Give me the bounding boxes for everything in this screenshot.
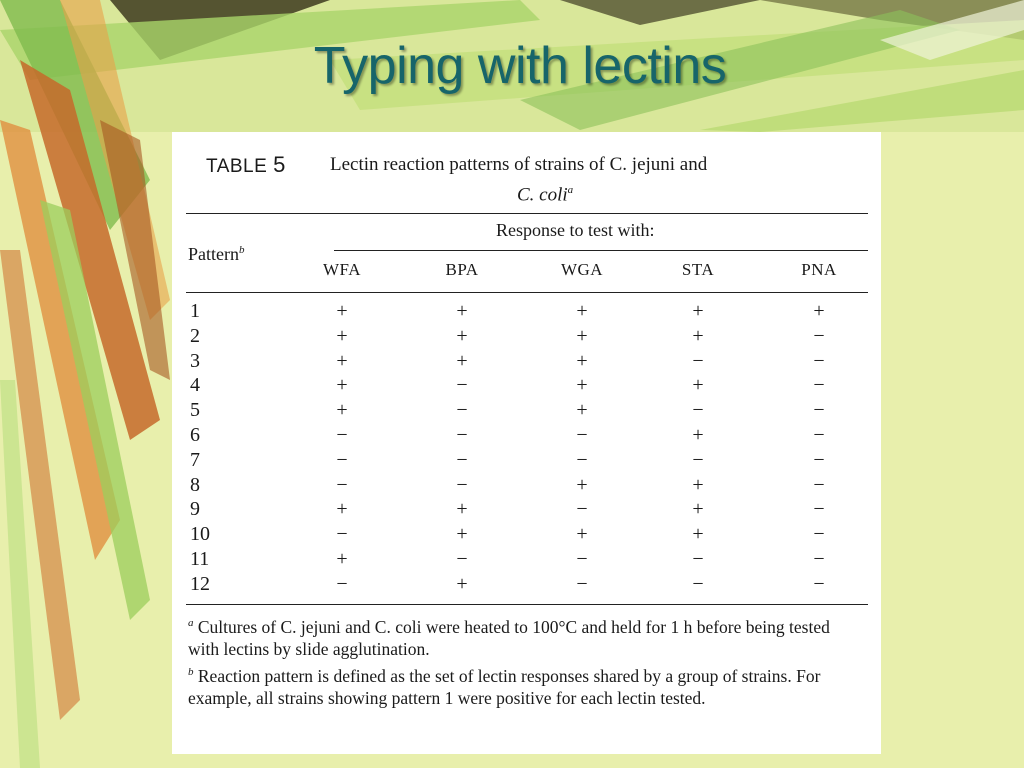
cell-bpa: − bbox=[456, 473, 468, 496]
cell-bpa: + bbox=[456, 300, 468, 322]
pattern-number: 2 bbox=[190, 324, 200, 347]
cell-pna: − bbox=[813, 498, 825, 521]
cell-pna: − bbox=[813, 572, 825, 595]
table-row bbox=[172, 300, 881, 325]
footnote-b: $^b$ Reaction pattern is defined as the set of lectin responses shared by a group of strains. For example, all strains showing pattern 1 were positive for each lectin tested. bbox=[188, 665, 821, 709]
footnote-a: $^a$ Cultures of C. jejuni and C. coli were heated to 100°C and held for 1 h before being tested with lectins by slide agglutination. bbox=[188, 616, 830, 660]
cell-bpa: + bbox=[456, 324, 468, 347]
table-label: TABLE 5 bbox=[206, 152, 286, 177]
cell-wfa: − bbox=[336, 572, 348, 595]
cell-wga: − bbox=[576, 448, 588, 471]
cell-wfa: − bbox=[336, 473, 348, 496]
table-row bbox=[172, 424, 881, 449]
cell-sta: + bbox=[692, 523, 704, 546]
table-row bbox=[172, 374, 881, 399]
cell-sta: − bbox=[692, 349, 704, 372]
pattern-header: Pattern$^b$ bbox=[188, 244, 245, 264]
column-header-wga: WGA bbox=[560, 260, 604, 279]
cell-bpa: + bbox=[456, 523, 468, 546]
cell-wga: − bbox=[576, 572, 588, 595]
cell-wga: − bbox=[576, 424, 588, 446]
cell-wfa: + bbox=[336, 300, 348, 322]
footnotes bbox=[188, 612, 864, 710]
cell-sta: + bbox=[692, 324, 704, 347]
cell-wfa: + bbox=[336, 498, 348, 521]
cell-bpa: − bbox=[456, 424, 468, 446]
cell-bpa: + bbox=[456, 498, 468, 521]
column-header-sta: STA bbox=[681, 260, 715, 279]
cell-wga: + bbox=[576, 324, 588, 347]
cell-pna: − bbox=[813, 424, 825, 446]
pattern-number: 12 bbox=[190, 572, 210, 595]
column-header-bpa: BPA bbox=[445, 260, 479, 279]
cell-wga: + bbox=[576, 374, 588, 397]
cell-pna: − bbox=[813, 473, 825, 496]
bottom-rule bbox=[186, 604, 868, 605]
cell-wga: + bbox=[576, 300, 588, 322]
table-row bbox=[172, 548, 881, 573]
cell-pna: − bbox=[813, 448, 825, 471]
table-row bbox=[172, 449, 881, 474]
cell-bpa: − bbox=[456, 548, 468, 570]
pattern-number: 4 bbox=[190, 374, 200, 397]
cell-pna: − bbox=[813, 399, 825, 422]
pattern-number: 5 bbox=[190, 399, 200, 422]
cell-sta: − bbox=[692, 548, 704, 570]
pattern-number: 7 bbox=[190, 448, 200, 471]
pattern-number: 9 bbox=[190, 498, 200, 521]
cell-bpa: + bbox=[456, 349, 468, 372]
caption-line-1: Lectin reaction patterns of strains of C. jejuni and bbox=[330, 154, 708, 175]
pattern-number: 3 bbox=[190, 349, 200, 372]
table-image bbox=[172, 132, 881, 754]
cell-wfa: + bbox=[336, 324, 348, 347]
cell-wga: − bbox=[576, 548, 588, 570]
table-row bbox=[172, 325, 881, 350]
cell-wfa: − bbox=[336, 424, 348, 446]
cell-bpa: − bbox=[456, 448, 468, 471]
cell-bpa: − bbox=[456, 374, 468, 397]
column-header-pna: PNA bbox=[801, 260, 837, 279]
column-header-wfa: WFA bbox=[322, 260, 361, 279]
pattern-number: 11 bbox=[190, 548, 210, 570]
top-rule bbox=[186, 213, 868, 214]
cell-sta: + bbox=[692, 498, 704, 521]
cell-sta: + bbox=[692, 374, 704, 397]
cell-wfa: + bbox=[336, 548, 348, 570]
cell-sta: − bbox=[692, 399, 704, 422]
table-row bbox=[172, 498, 881, 523]
cell-sta: − bbox=[692, 448, 704, 471]
cell-pna: − bbox=[813, 523, 825, 546]
cell-sta: + bbox=[692, 300, 704, 322]
table-row bbox=[172, 350, 881, 375]
pattern-number: 6 bbox=[190, 424, 200, 446]
pattern-number: 8 bbox=[190, 473, 200, 496]
cell-sta: + bbox=[692, 473, 704, 496]
cell-wfa: + bbox=[336, 374, 348, 397]
cell-pna: − bbox=[813, 324, 825, 347]
cell-sta: + bbox=[692, 424, 704, 446]
cell-pna: − bbox=[813, 349, 825, 372]
cell-pna: − bbox=[813, 374, 825, 397]
cell-sta: − bbox=[692, 572, 704, 595]
pattern-number: 1 bbox=[190, 300, 200, 322]
slide-title: Typing with lectins bbox=[313, 37, 727, 95]
cell-wfa: + bbox=[336, 349, 348, 372]
cell-bpa: + bbox=[456, 572, 468, 595]
cell-wga: + bbox=[576, 473, 588, 496]
cell-pna: − bbox=[813, 548, 825, 570]
cell-wga: + bbox=[576, 349, 588, 372]
cell-wfa: − bbox=[336, 523, 348, 546]
response-rule bbox=[334, 250, 868, 251]
table-row bbox=[172, 523, 881, 548]
response-header: Response to test with: bbox=[496, 220, 655, 240]
header-rule bbox=[186, 292, 868, 293]
cell-wfa: + bbox=[336, 399, 348, 422]
cell-wfa: − bbox=[336, 448, 348, 471]
pattern-number: 10 bbox=[190, 523, 210, 546]
cell-wga: − bbox=[576, 498, 588, 521]
table-row bbox=[172, 399, 881, 424]
cell-pna: + bbox=[813, 300, 825, 322]
cell-bpa: − bbox=[456, 399, 468, 422]
table-row bbox=[172, 474, 881, 499]
cell-wga: + bbox=[576, 523, 588, 546]
caption-line-2: C. coli$^a$ bbox=[517, 184, 574, 206]
table-row bbox=[172, 573, 881, 598]
cell-wga: + bbox=[576, 399, 588, 422]
